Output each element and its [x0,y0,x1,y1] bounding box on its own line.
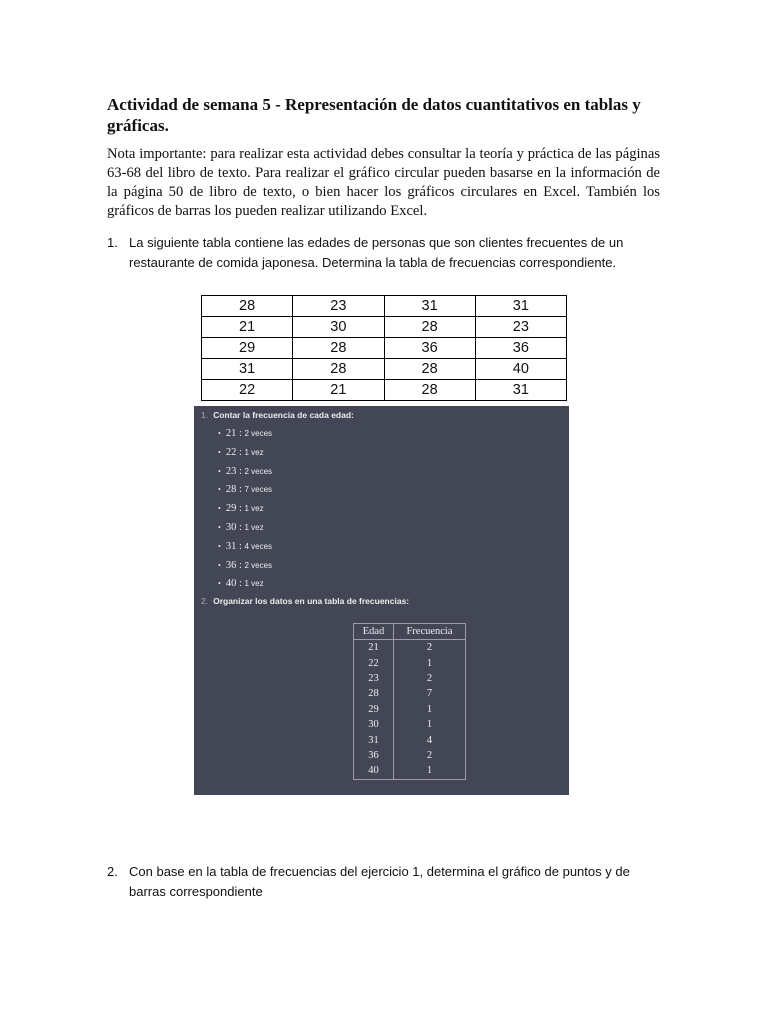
table-cell: 31 [475,296,566,317]
table-cell: 28 [293,359,384,380]
step-1-label: Contar la frecuencia de cada edad: [213,410,354,420]
age-count-list [218,425,272,594]
age-value: 21 [225,428,237,439]
list-item [218,425,272,444]
exercise-1-number: 1. [107,235,118,250]
bullet-icon: • [218,504,221,514]
table-row [354,717,466,732]
solution-panel [194,406,569,795]
table-cell: 28 [384,359,475,380]
bullet-icon: • [218,541,221,551]
table-cell: 22 [202,380,293,401]
table-row [354,732,466,747]
table-cell: 2 [426,749,433,761]
list-item [218,500,272,519]
table-cell: 4 [426,734,433,746]
age-value: 31 [225,540,237,552]
frequency-table [353,623,466,780]
table-row [354,748,466,763]
table-cell: 30 [354,717,394,732]
table-cell: 36 [475,338,566,359]
list-item [218,557,272,576]
separator: : [236,559,245,571]
table-cell: 2 [426,642,433,654]
separator: : [236,521,245,533]
table-cell: 21 [293,380,384,401]
bullet-icon: • [218,485,221,495]
age-value: 22 [225,446,237,458]
table-cell: 21 [202,317,293,338]
age-value: 30 [225,521,237,533]
separator: : [236,465,245,477]
table-cell: 2 [426,672,433,684]
count-value: 1 vez [244,504,264,514]
table-row [354,640,466,656]
list-item [218,538,272,557]
table-cell: 28 [354,686,394,701]
list-item [218,444,272,463]
count-value: 1 vez [244,579,264,589]
table-cell: 31 [202,359,293,380]
count-value: 2 veces [244,466,273,476]
bullet-icon: • [218,522,221,532]
ages-table [201,295,567,401]
age-value: 28 [225,484,237,496]
table-cell: 22 [354,655,394,670]
list-item [218,481,272,500]
separator: : [236,428,245,439]
table-row [202,296,567,317]
age-value: 36 [225,559,237,571]
table-row [202,317,567,338]
table-cell: 30 [293,317,384,338]
table-cell: 31 [475,380,566,401]
step-1-number: 1. [201,410,209,420]
list-item [218,463,272,482]
separator: : [236,540,245,552]
age-value: 40 [225,578,237,590]
separator: : [236,578,245,590]
table-row [202,359,567,380]
table-row [202,338,567,359]
exercise-1 [107,233,667,273]
table-cell: 40 [354,763,394,779]
column-header: Frecuencia [393,624,465,640]
table-cell: 29 [354,702,394,717]
table-cell: 1 [426,765,433,777]
bullet-icon: • [218,579,221,589]
table-cell: 23 [293,296,384,317]
count-value: 4 veces [244,541,273,551]
table-cell: 40 [475,359,566,380]
step-2-label: Organizar los datos en una tabla de frecuencias: [213,596,410,606]
count-value: 1 vez [244,447,264,457]
age-value: 23 [225,465,237,477]
column-header: Edad [354,624,394,640]
table-cell: 31 [384,296,475,317]
table-cell: 31 [354,732,394,747]
table-cell: 21 [354,640,394,656]
table-cell: 28 [202,296,293,317]
separator: : [236,484,245,496]
list-item [218,575,272,594]
table-cell: 7 [426,688,433,700]
solution-step-2 [201,596,409,606]
count-value: 2 veces [244,429,273,438]
separator: : [236,446,245,458]
bullet-icon: • [218,560,221,570]
solution-step-1 [201,410,354,420]
bullet-icon: • [218,447,221,457]
table-row [354,686,466,701]
bullet-icon: • [218,466,221,476]
table-cell: 28 [384,317,475,338]
table-cell: 28 [384,380,475,401]
table-row [202,380,567,401]
table-row [354,763,466,779]
exercise-2 [107,862,667,902]
table-cell: 23 [354,671,394,686]
table-cell: 1 [426,657,433,669]
count-value: 7 veces [244,485,273,495]
exercise-2-text: Con base en la tabla de frecuencias del ejercicio 1, determina el gráfico de puntos y de barras correspondiente [129,864,630,899]
table-cell: 28 [293,338,384,359]
step-2-number: 2. [201,596,209,606]
table-cell: 23 [475,317,566,338]
important-note: Nota importante: para realizar esta actividad debes consultar la teoría y práctica de las páginas 63-68 del libro de texto. Para realizar el gráfico circular pueden basarse en la información de la página 50 de libro de texto, o bien hacer los gráficos circulares en Excel. También los gráficos de barras los pueden realizar utilizando Excel. [107,146,660,219]
count-value: 2 veces [244,560,273,570]
list-item [218,519,272,538]
table-cell: 36 [384,338,475,359]
table-cell: 36 [354,748,394,763]
age-value: 29 [225,503,237,515]
exercise-2-number: 2. [107,864,118,879]
table-cell: 1 [426,719,433,731]
table-row [354,702,466,717]
count-value: 1 vez [244,522,264,532]
page-title: Actividad de semana 5 - Representación de datos cuantitativos en tablas y gráficas. [107,95,641,135]
table-cell: 1 [426,703,433,715]
table-row [354,671,466,686]
table-cell: 29 [202,338,293,359]
bullet-icon: • [218,429,221,438]
exercise-1-text: La siguiente tabla contiene las edades de personas que son clientes frecuentes de un restaurante de comida japonesa. Determina la tabla de frecuencias correspondiente. [129,235,624,270]
separator: : [236,503,245,515]
table-row [354,655,466,670]
